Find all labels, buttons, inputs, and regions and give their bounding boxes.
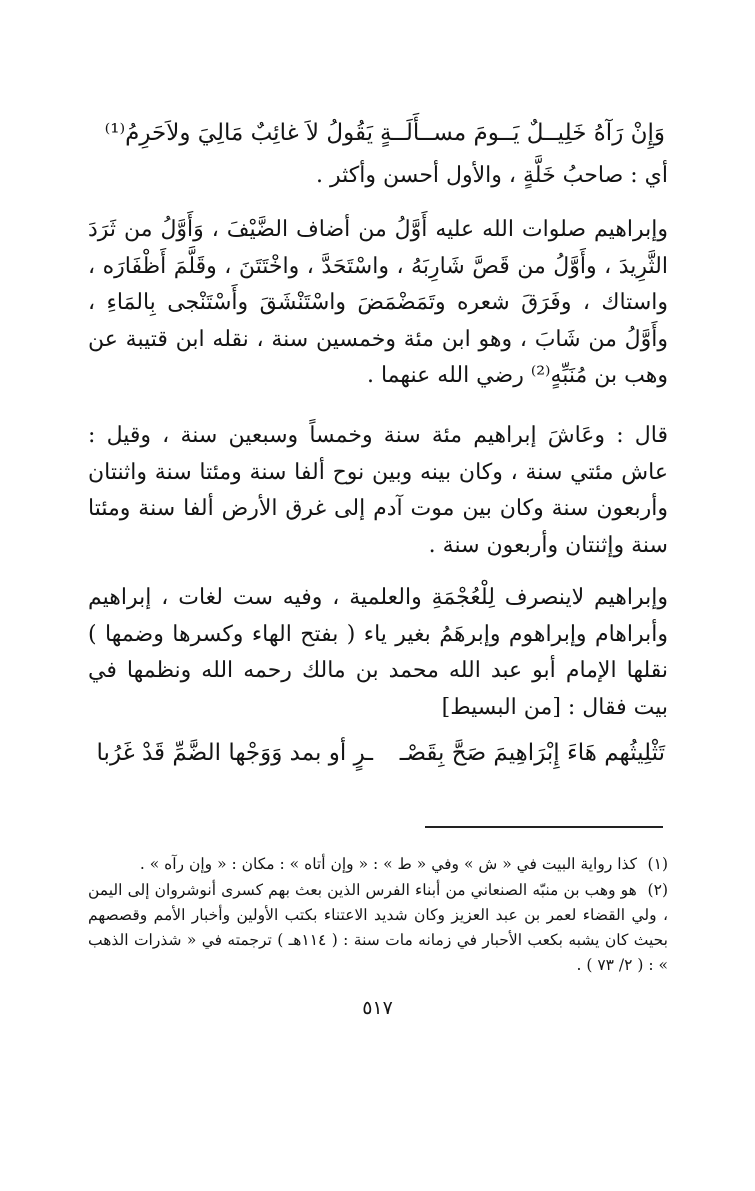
paragraph-lifespan: قال : وعَاشَ إبراهيم مئة سنة وخمساً وسبعين سنة ، وقيل : عاش مئتي سنة ، وكان بينه وبين نوح ألفا سنة ومئتا سنة واثنتان وأربعون سنة وكان بين موت آدم إلى غرق الأرض ألفا سنة ومئتا سنة وإثنتان وأربعون سنة . <box>88 423 668 558</box>
footnote-1 <box>88 852 668 877</box>
paragraph-ibrahim-firsts: وإبراهيم صلوات الله عليه أَوَّلُ من أضاف الضَّيْفَ ، وَأَوَّلُ من ثَرَدَ الثَّرِيدَ ، وأَوَّلُ من قَصَّ شَارِبَهُ ، واسْتَحَدَّ ، واخْتَتَنَ ، وقَلَّمَ أَظْفَارَه ، واستاك ، وفَرَقَ شعره وتَمَضْمَضَ واسْتَنْشَقَ وأَسْتَنْجى بِالمَاءِ ، وأَوَّلُ من شَابَ ، وهو ابن مئة وخمسين سنة ، نقله ابن قتيبة عن وهب بن مُنَبِّهٍ⁽²⁾ رضي الله عنهما . <box>88 217 668 388</box>
footnote-1-text: كذا رواية البيت في « ش » وفي « ط » : « وإن أتاه » : مكان : « وإن رآه » . <box>139 855 638 873</box>
footnote-2-number: (٢) <box>647 881 668 899</box>
paragraph-name-forms: وإبراهيم لاينصرف لِلْعُجْمَةِ والعلمية ، وفيه ست لغات ، إبراهيم وأبراهام وإبراهوم وإبرهَمُ بغير ياء ( بفتح الهاء وكسرها وضمها ) نقلها الإمام أبو عبد الله محمد بن مالك رحمه الله ونظمها في بيت فقال : [من البسيط] <box>88 585 668 720</box>
verse-2-first-hemistich: تَثْلِيثُهم هَاءَ إِبْرَاهِيمَ صَحَّ بِقَصْـ <box>399 740 665 766</box>
verse-1-first-hemistich: وَإِنْ رَآهُ خَلِيــلٌ يَــومَ مســأَلَــةٍ <box>380 120 665 146</box>
footnote-divider <box>425 826 663 828</box>
footnote-2 <box>88 878 668 978</box>
verse-2-second-hemistich: ـرٍ أو بمد وَوَجْها الضَّمِّ قَدْ غَرُبا <box>96 740 373 766</box>
footnote-1-number: (١) <box>647 855 668 873</box>
footnote-2-text: هو وهب بن منبّه الصنعاني من أبناء الفرس الذين بعث بهم كسرى أنوشروان إلى اليمن ، ولي القضاء لعمر بن عبد العزيز وكان شديد الاعتناء بكتب الأولين وأخبار الأمم وقصصهم بحيث كان يشبه بكعب الأحبار في زمانه مات سنة : ( ١١٤هـ ) ترجمته في « شذرات الذهب » : ( ٢/ ٧٣ ) . <box>88 881 668 974</box>
verse-1-second-hemistich: يَقُولُ لاَ غائِبٌ مَالِيَ ولاَحَرِمُ⁽¹⁾ <box>104 120 373 146</box>
paragraph-gloss: أي : صاحبُ خَلَّةٍ ، والأول أحسن وأكثر . <box>315 163 668 188</box>
page-number: ٥١٧ <box>362 997 393 1019</box>
